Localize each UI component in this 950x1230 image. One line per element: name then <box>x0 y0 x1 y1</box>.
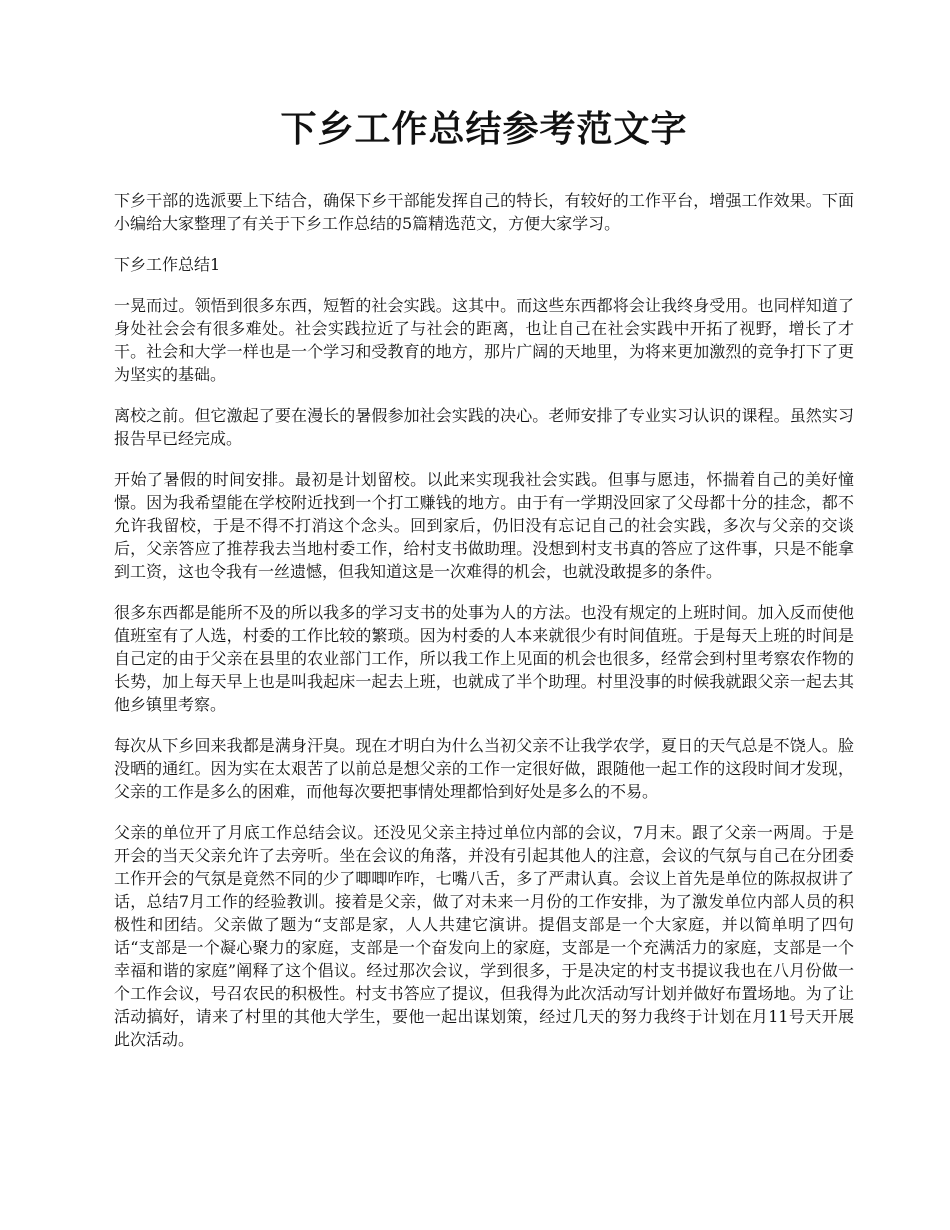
body-paragraph: 很多东西都是能所不及的所以我多的学习支书的处事为人的方法。也没有规定的上班时间。加入反而使他值班室有了人选，村委的工作比较的繁琐。因为村委的人本来就很少有时间值班。于是每天上班的时间是自己定的由于父亲在县里的农业部门工作，所以我工作上见面的机会也很多，经常会到村里考察农作物的长势，加上每天早上也是叫我起床一起去上班，也就成了半个助理。村里没事的时候我就跟父亲一起去其他乡镇里考察。 <box>114 603 854 715</box>
body-paragraph: 一晃而过。领悟到很多东西，短暂的社会实践。这其中。而这些东西都将会让我终身受用。也同样知道了身处社会会有很多难处。社会实践拉近了与社会的距离，也让自己在社会实践中开拓了视野，增长了才干。社会和大学一样也是一个学习和受教育的地方，那片广阔的天地里，为将来更加激烈的竞争打下了更为坚实的基础。 <box>114 296 854 385</box>
document-title: 下乡工作总结参考范文字 <box>280 108 688 150</box>
body-paragraph: 离校之前。但它激起了要在漫长的暑假参加社会实践的决心。老师安排了专业实习认识的课程。虽然实习报告早已经完成。 <box>114 406 854 449</box>
intro-paragraph: 下乡干部的选派要上下结合，确保下乡干部能发挥自己的特长，有较好的工作平台，增强工作效果。下面小编给大家整理了有关于下乡工作总结的5篇精选范文，方便大家学习。 <box>114 191 854 234</box>
body-paragraph: 父亲的单位开了月底工作总结会议。还没见父亲主持过单位内部的会议，7月末。跟了父亲一两周。于是开会的当天父亲允许了去旁听。坐在会议的角落，并没有引起其他人的注意，会议的气氛与自己在分团委工作开会的气氛是竟然不同的少了唧唧咋咋，七嘴八舌，多了严肃认真。会议上首先是单位的陈叔叔讲了话，总结7月工作的经验教训。接着是父亲，做了对未来一月份的工作安排，为了激发单位内部人员的积极性和团结。父亲做了题为“支部是家，人人共建它演讲。提倡支部是一个大家庭，并以简单明了四句话“支部是一个凝心聚力的家庭，支部是一个奋发向上的家庭，支部是一个充满活力的家庭，支部是一个幸福和谐的家庭”阐释了这个倡议。经过那次会议，学到很多，于是决定的村支书提议我也在八月份做一个工作会议，号召农民的积极性。村支书答应了提议，但我得为此次活动写计划并做好布置场地。为了让活动搞好，请来了村里的其他大学生，要他一起出谋划策，经过几天的努力我终于计划在月11号天开展此次活动。 <box>114 823 854 1050</box>
section-heading: 下乡工作总结1 <box>114 255 221 275</box>
body-paragraph: 开始了暑假的时间安排。最初是计划留校。以此来实现我社会实践。但事与愿违，怀揣着自己的美好憧憬。因为我希望能在学校附近找到一个打工赚钱的地方。由于有一学期没回家了父母都十分的挂念，都不允许我留校，于是不得不打消这个念头。回到家后，仍旧没有忘记自己的社会实践，多次与父亲的交谈后，父亲答应了推荐我去当地村委工作，给村支书做助理。没想到村支书真的答应了这件事，只是不能拿到工资，这也令我有一丝遗憾，但我知道这是一次难得的机会，也就没敢提多的条件。 <box>114 470 854 582</box>
document-page <box>114 108 854 1069</box>
body-paragraph: 每次从下乡回来我都是满身汗臭。现在才明白为什么当初父亲不让我学农学，夏日的天气总是不饶人。脸没晒的通红。因为实在太艰苦了以前总是想父亲的工作一定很好做，跟随他一起工作的这段时间才发现，父亲的工作是多么的困难，而他每次要把事情处理都恰到好处是多么的不易。 <box>114 736 854 802</box>
